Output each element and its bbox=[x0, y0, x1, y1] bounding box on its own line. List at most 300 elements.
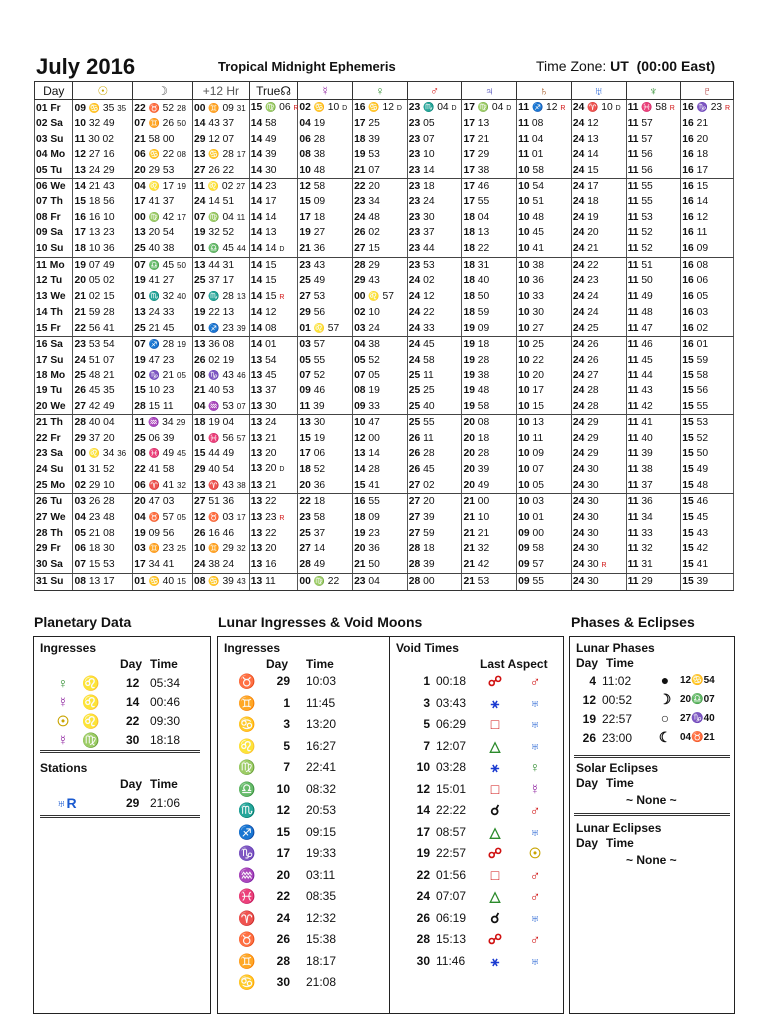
position-cell: 16 02 bbox=[681, 321, 734, 337]
position-cell: 13 24 bbox=[249, 415, 298, 431]
table-row bbox=[35, 179, 734, 195]
position-cell: 24 30 bbox=[571, 478, 626, 494]
column-header: Day bbox=[35, 82, 73, 100]
sign-icon: ♉ bbox=[238, 931, 256, 947]
position-cell: 19 48 bbox=[462, 383, 517, 398]
position-cell: 10 58 bbox=[517, 163, 572, 179]
ingress-time: 20:53 bbox=[306, 803, 337, 817]
position-cell: 24 12 bbox=[407, 289, 462, 305]
void-day: 10 bbox=[416, 760, 430, 774]
position-cell: 16 01 bbox=[681, 337, 734, 353]
ingress-day: 5 bbox=[283, 738, 290, 753]
sign-icon: ♐ bbox=[238, 823, 256, 840]
void-time: 22:22 bbox=[436, 803, 467, 817]
position-cell: 21 58 00 bbox=[133, 132, 193, 147]
position-cell: 09 46 bbox=[298, 383, 353, 398]
position-cell: 13 16 bbox=[249, 557, 298, 574]
void-day: 26 bbox=[416, 910, 430, 925]
position-cell: 24 17 bbox=[571, 179, 626, 195]
position-cell: 08 19 bbox=[353, 383, 408, 398]
position-cell: 15 41 bbox=[353, 478, 408, 494]
table-row bbox=[35, 461, 734, 477]
position-cell: 16 16 10 bbox=[73, 210, 133, 225]
ingress-time: 15:38 bbox=[306, 932, 337, 946]
void-time: 08:57 bbox=[436, 824, 467, 839]
position-cell: 20 36 bbox=[298, 478, 353, 494]
position-cell: 25 40 bbox=[407, 399, 462, 415]
table-row bbox=[35, 557, 734, 574]
day-cell: 04 Mo bbox=[35, 147, 73, 162]
position-cell: 11 ♐ 12 R bbox=[517, 100, 572, 117]
day-cell: 31 Su bbox=[35, 574, 73, 590]
position-cell: 18 09 bbox=[353, 510, 408, 526]
position-cell: 15 41 bbox=[681, 557, 734, 574]
position-cell: 13 14 bbox=[353, 446, 408, 461]
aspect-icon: □ bbox=[490, 866, 500, 883]
position-cell: 16 ♑ 23 R bbox=[681, 100, 734, 117]
position-cell: 26 16 46 bbox=[193, 526, 250, 541]
aspect-icon: △ bbox=[489, 823, 501, 840]
position-cell: 00 ♍ 22 bbox=[298, 574, 353, 590]
position-cell: 24 30 bbox=[571, 541, 626, 556]
position-cell: 27 20 bbox=[407, 494, 462, 510]
position-cell: 21 53 bbox=[462, 574, 517, 590]
position-cell: 27 59 bbox=[407, 526, 462, 541]
column-header: ☽ bbox=[133, 82, 193, 100]
position-cell: 07 ♊ 26 50 bbox=[133, 116, 193, 131]
day-cell: 15 Fr bbox=[35, 321, 73, 337]
position-cell: 12 58 bbox=[298, 179, 353, 195]
position-cell: 13 22 bbox=[249, 526, 298, 541]
position-cell: 24 30 bbox=[571, 574, 626, 590]
day-cell: 22 Fr bbox=[35, 431, 73, 446]
position-cell: 17 38 bbox=[462, 163, 517, 179]
position-cell: 01 ♌ 57 bbox=[298, 321, 353, 337]
position-cell: 01 ♏ 32 40 bbox=[133, 289, 193, 305]
position-cell: 15 50 bbox=[681, 446, 734, 461]
ingress-time: 18:18 bbox=[150, 733, 181, 747]
position-cell: 24 26 bbox=[571, 353, 626, 368]
position-cell: 10 54 bbox=[517, 179, 572, 195]
position-cell: 24 22 bbox=[571, 258, 626, 274]
position-cell: 16 12 bbox=[681, 210, 734, 225]
position-cell: 21 00 bbox=[462, 494, 517, 510]
ingress-time: 16:27 bbox=[306, 738, 337, 753]
position-cell: 05 52 bbox=[353, 353, 408, 368]
position-cell: 07 ♏ 28 13 bbox=[193, 289, 250, 305]
table-row bbox=[35, 147, 734, 162]
position-cell: 18 22 bbox=[462, 241, 517, 258]
moon-phase-icon: ○ bbox=[660, 710, 670, 726]
day-cell: 09 Sa bbox=[35, 225, 73, 240]
void-time: 03:43 bbox=[436, 695, 467, 710]
position-cell: 03 57 bbox=[298, 337, 353, 353]
position-cell: 17 25 bbox=[353, 116, 408, 131]
position-cell: 24 28 bbox=[571, 383, 626, 398]
position-cell: 20 18 bbox=[462, 431, 517, 446]
ingress-time: 08:35 bbox=[306, 889, 337, 903]
table-row bbox=[35, 241, 734, 258]
sign-icon: ♍ bbox=[238, 759, 256, 775]
planet-icon: ♅ bbox=[529, 694, 541, 711]
void-time: 00:18 bbox=[436, 674, 467, 688]
table-row bbox=[35, 194, 734, 209]
position-cell: 11 ♓ 58 R bbox=[626, 100, 681, 117]
position-cell: 29 56 bbox=[298, 305, 353, 320]
position-cell: 00 ♊ 09 31 bbox=[193, 100, 250, 117]
station-time: 21:06 bbox=[150, 796, 181, 810]
position-cell: 13 21 bbox=[249, 431, 298, 446]
position-cell: 26 02 bbox=[353, 225, 408, 240]
sign-icon: ♌ bbox=[82, 713, 100, 729]
position-cell: 25 40 38 bbox=[133, 241, 193, 258]
position-cell: 10 17 bbox=[517, 383, 572, 398]
position-cell: 24 18 bbox=[571, 194, 626, 209]
position-cell: 27 42 49 bbox=[73, 399, 133, 415]
position-cell: 15 48 bbox=[681, 478, 734, 494]
position-cell: 00 ♍ 42 17 bbox=[133, 210, 193, 225]
position-cell: 19 23 bbox=[353, 526, 408, 541]
position-cell: 25 37 17 bbox=[193, 273, 250, 288]
ingress-time: 09:15 bbox=[306, 824, 337, 839]
planet-icon: ☉ bbox=[528, 845, 542, 861]
position-cell: 14 15 R bbox=[249, 289, 298, 305]
position-cell: 27 26 22 bbox=[193, 163, 250, 179]
position-cell: 24 30 bbox=[571, 510, 626, 526]
position-cell: 13 37 bbox=[249, 383, 298, 398]
position-cell: 09 00 bbox=[517, 526, 572, 541]
planet-icon: ♀ bbox=[57, 675, 69, 691]
day-cell: 29 Fr bbox=[35, 541, 73, 556]
position-cell: 27 53 bbox=[298, 289, 353, 305]
position-cell: 10 30 bbox=[517, 305, 572, 320]
planetary-data-title: Planetary Data bbox=[34, 614, 132, 630]
position-cell: 23 04 bbox=[353, 574, 408, 590]
column-header: ♂ bbox=[407, 82, 462, 100]
position-cell: 25 06 39 bbox=[133, 431, 193, 446]
ingress-day: 20 bbox=[276, 867, 290, 882]
aspect-icon: ☍ bbox=[487, 845, 503, 861]
position-cell: 16 08 bbox=[681, 258, 734, 274]
void-time: 01:56 bbox=[436, 867, 467, 882]
position-cell: 28 15 11 bbox=[133, 399, 193, 415]
table-row bbox=[35, 258, 734, 274]
ingress-day: 3 bbox=[283, 717, 290, 731]
position-cell: 23 53 bbox=[407, 258, 462, 274]
position-cell: 14 08 bbox=[249, 321, 298, 337]
position-cell: 18 52 bbox=[298, 461, 353, 477]
position-cell: 11 34 bbox=[626, 510, 681, 526]
position-cell: 18 10 36 bbox=[73, 241, 133, 258]
position-cell: 16 21 bbox=[681, 116, 734, 131]
position-cell: 15 45 bbox=[681, 510, 734, 526]
ephemeris-subtitle: Tropical Midnight Ephemeris bbox=[218, 59, 396, 74]
table-row bbox=[35, 116, 734, 131]
lunar-panel: Ingresses Day Time ♉ 29 10:03 ♊ 1 11:45 ♋ 3 13:20 ♌ 5 16:27 ♍ 7 22:41 ♎ 10 08:32 ♏ 12 20:53 ♐ 15 09:15 ♑ 17 19:33 ♒ 20 03:11 ♓ 22 08:35 ♈ 24 12:32 ♉ 26 15:38 ♊ 28 18:17 ♋ 30 21:08 Void Times Last Aspect 1 00:18 ☍ ♂ 3 03:43 ⚹ ♅ 5 06:29 □ ♅ 7 12:07 △ ♅ 10 03:28 ⚹ ♀ 12 15:01 □ ☿ 14 22:22 ☌ ♂ 17 08:57 △ ♅ 19 22:57 ☍ ☉ 22 01:56 □ ♂ 24 07:07 △ ♂ 26 06:19 ☌ ♅ 28 15:13 ☍ ♂ 30 11:46 ⚹ ♅ bbox=[217, 636, 564, 1014]
table-row bbox=[35, 574, 734, 590]
sign-icon: ♌ bbox=[82, 675, 100, 691]
position-cell: 16 09 bbox=[681, 241, 734, 258]
position-cell: 09 58 bbox=[517, 541, 572, 556]
position-cell: 23 14 bbox=[407, 163, 462, 179]
position-cell: 01 ♓ 56 57 bbox=[193, 431, 250, 446]
position-cell: 23 37 bbox=[407, 225, 462, 240]
position-cell: 01 ♐ 23 39 bbox=[193, 321, 250, 337]
day-cell: 07 Th bbox=[35, 194, 73, 209]
position-cell: 24 12 bbox=[571, 116, 626, 131]
position-cell: 11 48 bbox=[626, 305, 681, 320]
position-cell: 10 41 bbox=[517, 241, 572, 258]
position-cell: 15 19 bbox=[298, 431, 353, 446]
table-row bbox=[35, 132, 734, 147]
position-cell: 15 43 bbox=[681, 526, 734, 541]
ingress-time: 12:32 bbox=[306, 910, 337, 925]
table-row bbox=[35, 163, 734, 179]
position-cell: 26 02 19 bbox=[193, 353, 250, 368]
position-cell: 11 29 bbox=[626, 574, 681, 590]
position-cell: 20 49 bbox=[462, 478, 517, 494]
position-cell: 13 30 bbox=[298, 415, 353, 431]
position-cell: 24 38 24 bbox=[193, 557, 250, 574]
position-cell: 04 ♒ 53 07 bbox=[193, 399, 250, 415]
position-cell: 18 40 bbox=[462, 273, 517, 288]
position-cell: 11 56 bbox=[626, 147, 681, 162]
day-cell: 20 We bbox=[35, 399, 73, 415]
timezone: Time Zone: UT (00:00 East) bbox=[536, 58, 716, 74]
void-time: 12:07 bbox=[436, 738, 467, 753]
day-cell: 14 Th bbox=[35, 305, 73, 320]
position-cell: 19 53 bbox=[353, 147, 408, 162]
position-cell: 17 13 23 bbox=[73, 225, 133, 240]
position-cell: 24 29 bbox=[571, 446, 626, 461]
position-cell: 23 34 bbox=[353, 194, 408, 209]
position-cell: 21 10 bbox=[462, 510, 517, 526]
position-cell: 07 ♐ 28 19 bbox=[133, 337, 193, 353]
table-row bbox=[35, 478, 734, 494]
position-cell: 16 55 bbox=[353, 494, 408, 510]
void-time: 03:28 bbox=[436, 760, 467, 774]
position-cell: 11 39 bbox=[298, 399, 353, 415]
position-cell: 24 58 bbox=[407, 353, 462, 368]
position-cell: 11 47 bbox=[626, 321, 681, 337]
position-cell: 25 21 45 bbox=[133, 321, 193, 337]
ingress-day: 30 bbox=[276, 975, 290, 989]
table-row bbox=[35, 100, 734, 117]
table-row bbox=[35, 305, 734, 320]
position-cell: 23 53 54 bbox=[73, 337, 133, 353]
position-cell: 02 29 10 bbox=[73, 478, 133, 494]
planet-icon: ♂ bbox=[529, 888, 541, 904]
position-cell: 21 36 bbox=[298, 241, 353, 258]
position-cell: 29 12 07 bbox=[193, 132, 250, 147]
position-cell: 19 38 bbox=[462, 368, 517, 383]
ingress-time: 11:45 bbox=[306, 695, 336, 710]
position-cell: 08 ♑ 43 46 bbox=[193, 368, 250, 383]
ingress-day: 10 bbox=[276, 781, 290, 796]
position-cell: 11 52 bbox=[626, 225, 681, 240]
void-time: 22:57 bbox=[436, 846, 467, 860]
position-cell: 11 30 02 bbox=[73, 132, 133, 147]
moon-phase-icon: ● bbox=[660, 672, 670, 688]
void-day: 19 bbox=[416, 846, 430, 860]
aspect-icon: ☌ bbox=[490, 909, 500, 926]
position-cell: 07 52 bbox=[298, 368, 353, 383]
position-cell: 25 25 bbox=[407, 383, 462, 398]
position-cell: 13 20 bbox=[249, 446, 298, 461]
position-cell: 15 52 bbox=[681, 431, 734, 446]
position-cell: 09 ♋ 35 35 bbox=[73, 100, 133, 117]
ingress-time: 19:33 bbox=[306, 846, 337, 860]
position-cell: 28 00 bbox=[407, 574, 462, 590]
position-cell: 14 17 bbox=[249, 194, 298, 209]
day-cell: 05 Tu bbox=[35, 163, 73, 179]
position-cell: 20 36 bbox=[353, 541, 408, 556]
planet-icon: ♅ bbox=[529, 909, 541, 926]
void-day: 3 bbox=[423, 695, 430, 710]
position-cell: 14 28 bbox=[353, 461, 408, 477]
day-cell: 23 Sa bbox=[35, 446, 73, 461]
position-cell: 10 27 bbox=[517, 321, 572, 337]
position-cell: 14 13 bbox=[249, 225, 298, 240]
planet-icon: ♅ bbox=[529, 823, 541, 840]
position-cell: 18 31 bbox=[462, 258, 517, 274]
ingress-time: 10:03 bbox=[306, 674, 337, 688]
page-title: July 2016 bbox=[36, 54, 136, 79]
sign-icon: ♋ bbox=[238, 974, 256, 990]
day-cell: 18 Mo bbox=[35, 368, 73, 383]
position-cell: 14 39 bbox=[249, 147, 298, 162]
phase-position: 04♉21 bbox=[680, 732, 715, 743]
day-cell: 21 Th bbox=[35, 415, 73, 431]
position-cell: 16 11 bbox=[681, 225, 734, 240]
position-cell: 21 50 bbox=[353, 557, 408, 574]
position-cell: 11 08 bbox=[517, 116, 572, 131]
ingress-day: 15 bbox=[276, 824, 290, 839]
phase-time: 11:02 bbox=[602, 674, 632, 688]
position-cell: 15 56 bbox=[681, 383, 734, 398]
position-cell: 11 31 bbox=[626, 557, 681, 574]
position-cell: 01 ♋ 40 15 bbox=[133, 574, 193, 590]
position-cell: 14 30 bbox=[249, 163, 298, 179]
table-row bbox=[35, 337, 734, 353]
position-cell: 17 13 bbox=[462, 116, 517, 131]
position-cell: 04 ♌ 17 19 bbox=[133, 179, 193, 195]
position-cell: 14 12 bbox=[249, 305, 298, 320]
phase-position: 27♑40 bbox=[680, 713, 715, 724]
position-cell: 17 ♍ 04 D bbox=[462, 100, 517, 117]
position-cell: 17 46 bbox=[462, 179, 517, 195]
phase-time: 22:57 bbox=[602, 712, 633, 726]
position-cell: 13 44 31 bbox=[193, 258, 250, 274]
position-cell: 21 32 bbox=[462, 541, 517, 556]
position-cell: 02 10 bbox=[353, 305, 408, 320]
position-cell: 27 02 bbox=[407, 478, 462, 494]
position-cell: 15 46 bbox=[681, 494, 734, 510]
position-cell: 24 21 bbox=[571, 241, 626, 258]
aspect-icon: ⚹ bbox=[490, 694, 500, 711]
position-cell: 21 21 bbox=[462, 526, 517, 541]
column-header: ☉ bbox=[73, 82, 133, 100]
planet-icon: ♂ bbox=[529, 673, 541, 689]
position-cell: 25 49 bbox=[298, 273, 353, 288]
position-cell: 23 44 bbox=[407, 241, 462, 258]
planet-icon: ♂ bbox=[529, 802, 541, 818]
column-header: ♆ bbox=[626, 82, 681, 100]
position-cell: 11 46 bbox=[626, 337, 681, 353]
phase-day: 4 bbox=[589, 674, 596, 688]
position-cell: 03 ♊ 23 25 bbox=[133, 541, 193, 556]
position-cell: 24 30 R bbox=[571, 557, 626, 574]
position-cell: 23 24 bbox=[407, 194, 462, 209]
position-cell: 23 07 bbox=[407, 132, 462, 147]
void-time: 15:01 bbox=[436, 781, 467, 796]
position-cell: 16 ♋ 12 D bbox=[353, 100, 408, 117]
ingress-day: 17 bbox=[276, 846, 290, 860]
position-cell: 13 ♋ 28 17 bbox=[193, 147, 250, 162]
void-day: 30 bbox=[416, 953, 430, 968]
position-cell: 11 33 bbox=[626, 526, 681, 541]
position-cell: 12 ♉ 03 17 bbox=[193, 510, 250, 526]
sign-icon: ♊ bbox=[238, 694, 256, 711]
day-cell: 28 Th bbox=[35, 526, 73, 541]
position-cell: 24 22 bbox=[407, 305, 462, 320]
position-cell: 14 14 D bbox=[249, 241, 298, 258]
position-cell: 11 ♒ 34 29 bbox=[133, 415, 193, 431]
ingress-time: 00:46 bbox=[150, 695, 181, 709]
position-cell: 24 19 bbox=[571, 210, 626, 225]
void-time: 07:07 bbox=[436, 889, 467, 903]
ingress-time: 13:20 bbox=[306, 717, 337, 731]
position-cell: 24 29 bbox=[571, 415, 626, 431]
position-cell: 28 49 bbox=[298, 557, 353, 574]
table-header bbox=[35, 82, 734, 100]
position-cell: 23 05 bbox=[407, 116, 462, 131]
position-cell: 19 22 13 bbox=[193, 305, 250, 320]
position-cell: 29 43 bbox=[353, 273, 408, 288]
day-cell: 16 Sa bbox=[35, 337, 73, 353]
position-cell: 15 18 56 bbox=[73, 194, 133, 209]
position-cell: 18 39 bbox=[353, 132, 408, 147]
position-cell: 15 49 bbox=[681, 461, 734, 477]
planet-icon: ♅ bbox=[529, 737, 541, 754]
position-cell: 14 49 bbox=[249, 132, 298, 147]
position-cell: 26 11 bbox=[407, 431, 462, 446]
position-cell: 27 39 bbox=[407, 510, 462, 526]
column-header: ♄ bbox=[517, 82, 572, 100]
column-header: ♀ bbox=[353, 82, 408, 100]
table-row bbox=[35, 399, 734, 415]
position-cell: 17 34 41 bbox=[133, 557, 193, 574]
void-time: 11:46 bbox=[436, 953, 466, 968]
position-cell: 02 ♋ 10 D bbox=[298, 100, 353, 117]
position-cell: 11 32 bbox=[626, 541, 681, 556]
position-cell: 01 31 52 bbox=[73, 461, 133, 477]
position-cell: 11 37 bbox=[626, 478, 681, 494]
position-cell: 16 17 bbox=[681, 163, 734, 179]
position-cell: 10 ♊ 29 32 bbox=[193, 541, 250, 556]
position-cell: 10 38 bbox=[517, 258, 572, 274]
position-cell: 11 04 bbox=[517, 132, 572, 147]
position-cell: 26 45 bbox=[407, 461, 462, 477]
position-cell: 24 30 bbox=[571, 494, 626, 510]
position-cell: 16 20 bbox=[681, 132, 734, 147]
planet-icon: ♅ bbox=[529, 952, 541, 969]
position-cell: 16 03 bbox=[681, 305, 734, 320]
position-cell: 24 14 bbox=[571, 147, 626, 162]
position-cell: 11 44 bbox=[626, 368, 681, 383]
position-cell: 00 ♌ 34 36 bbox=[73, 446, 133, 461]
table-row bbox=[35, 494, 734, 510]
